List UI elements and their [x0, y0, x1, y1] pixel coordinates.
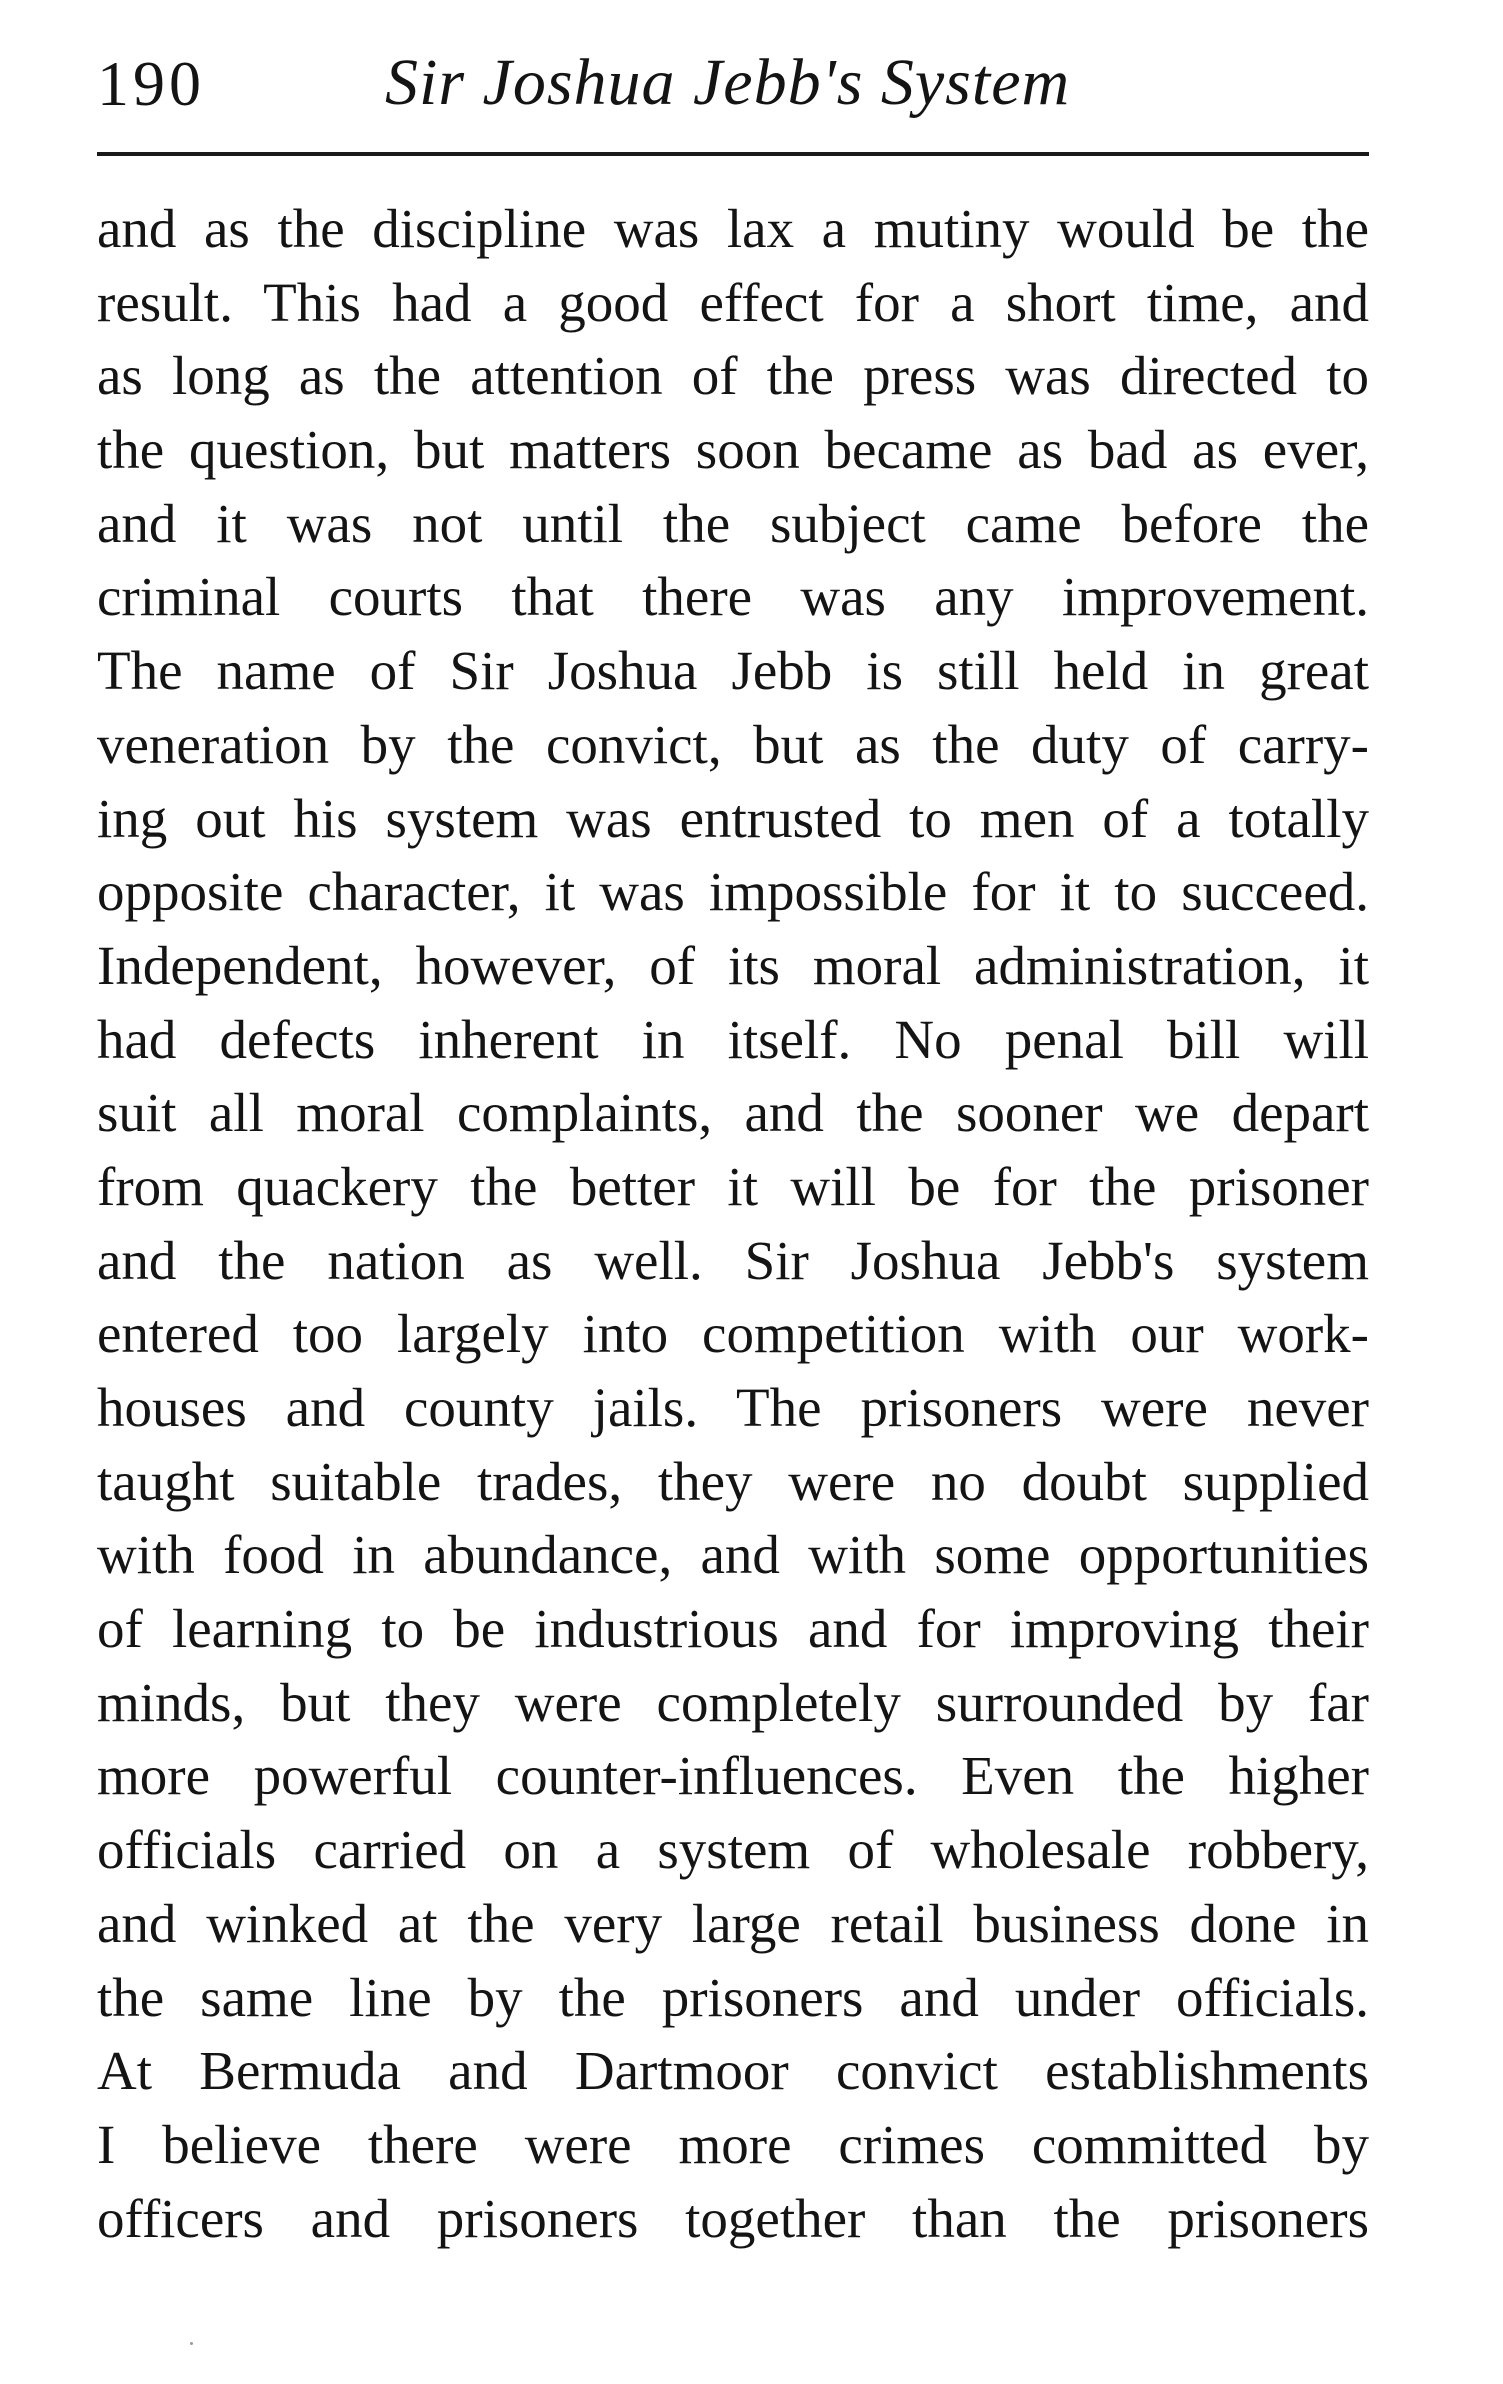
- text-line: I believe there were more crimes committed by: [97, 2113, 1369, 2175]
- text-line: had defects inherent in itself. No penal bill will: [97, 1008, 1369, 1070]
- running-title: Sir Joshua Jebb's System: [385, 46, 1071, 119]
- text-line: and as the discipline was lax a mutiny would be the: [97, 198, 1369, 259]
- text-line: the question, but matters soon became as bad as ever,: [97, 419, 1369, 481]
- text-line: with food in abundance, and with some opportunities: [97, 1524, 1369, 1586]
- page-number: 190: [97, 48, 205, 119]
- paper-speck: [190, 2342, 193, 2345]
- text-line: officers and prisoners together than the prisoners: [97, 2187, 1369, 2249]
- text-line: and it was not until the subject came before the: [97, 492, 1369, 554]
- text-line: the same line by the prisoners and under officials.: [97, 1966, 1369, 2028]
- text-line: Independent, however, of its moral administration, it: [97, 934, 1369, 996]
- text-line: as long as the attention of the press was directed to: [97, 345, 1369, 407]
- text-line: At Bermuda and Dartmoor convict establishments: [97, 2040, 1369, 2102]
- body-text: [97, 192, 1369, 2255]
- text-line: result. This had a good effect for a short time, and: [97, 271, 1369, 333]
- text-line: and winked at the very large retail business done in: [97, 1892, 1369, 1954]
- text-line: and the nation as well. Sir Joshua Jebb's system: [97, 1229, 1369, 1291]
- text-line: veneration by the convict, but as the duty of carry-: [97, 713, 1369, 775]
- text-line: opposite character, it was impossible for it to succeed.: [97, 861, 1369, 923]
- text-line: of learning to be industrious and for improving their: [97, 1598, 1369, 1660]
- text-line: minds, but they were completely surrounded by far: [97, 1671, 1369, 1733]
- header-rule: [97, 152, 1369, 156]
- text-line: houses and county jails. The prisoners were never: [97, 1377, 1369, 1438]
- text-line: criminal courts that there was any improvement.: [97, 566, 1369, 628]
- text-line: from quackery the better it will be for the prisoner: [97, 1155, 1369, 1217]
- text-line: The name of Sir Joshua Jebb is still held in great: [97, 640, 1369, 702]
- text-line: suit all moral complaints, and the sooner we depart: [97, 1082, 1369, 1144]
- text-line: taught suitable trades, they were no doubt supplied: [97, 1450, 1369, 1512]
- text-line: officials carried on a system of wholesale robbery,: [97, 1819, 1369, 1881]
- text-line: entered too largely into competition with our work-: [97, 1303, 1369, 1365]
- text-line: more powerful counter-influences. Even the higher: [97, 1745, 1369, 1807]
- text-line: ing out his system was entrusted to men of a totally: [97, 787, 1369, 849]
